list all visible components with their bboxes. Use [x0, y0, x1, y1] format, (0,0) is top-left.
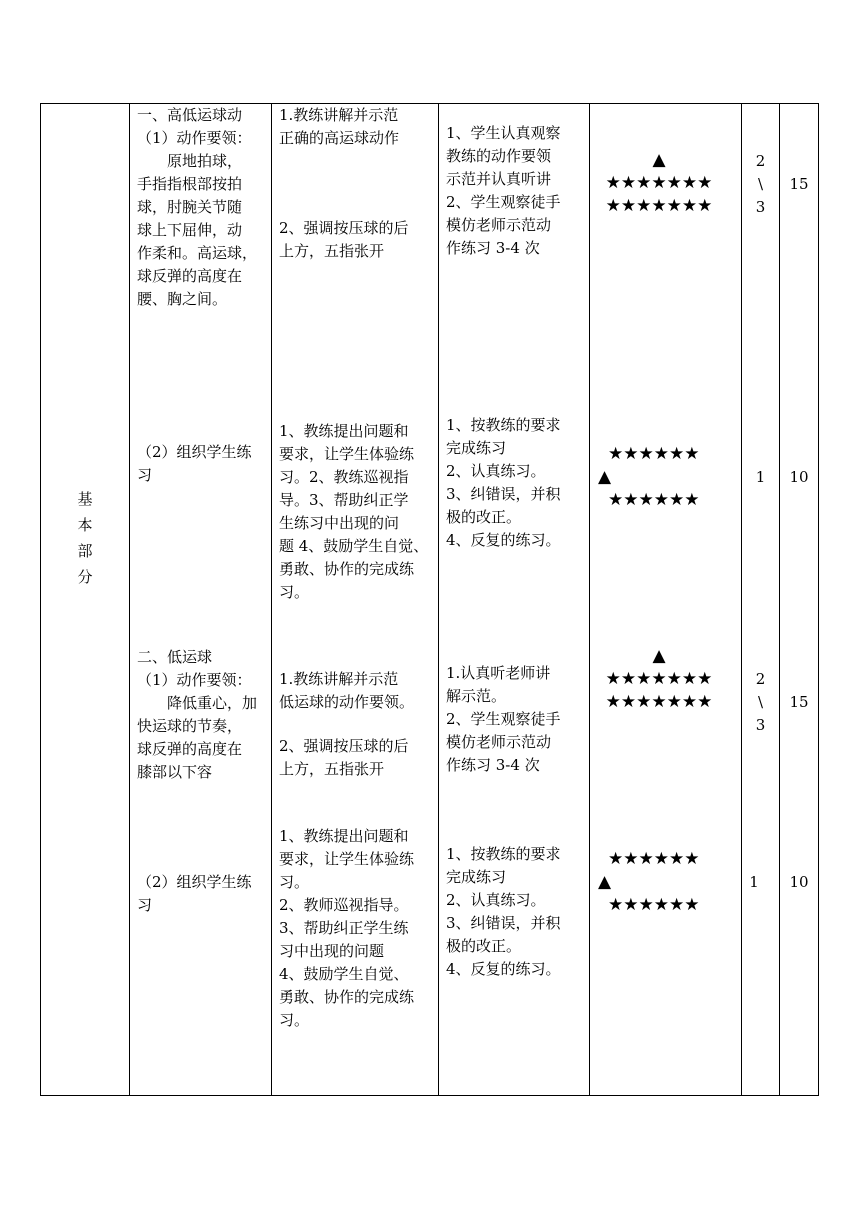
- text-line: 示范并认真听讲: [446, 170, 552, 188]
- col-border-4: [589, 103, 590, 1096]
- text-line: 极的改正。: [446, 937, 522, 955]
- row1-formation: [593, 149, 725, 218]
- text-line: 二、低运球: [137, 648, 213, 666]
- text-line: （2）组织学生练: [137, 873, 252, 891]
- text-line: 2: [755, 152, 766, 170]
- text-line: 4、鼓励学生自觉、: [279, 965, 409, 983]
- text-line: 习。: [279, 583, 310, 601]
- section-label-char: 部: [77, 542, 93, 560]
- row3-teacher-a: [279, 668, 414, 714]
- row2-formation: [598, 443, 728, 512]
- row3-formation: [593, 645, 725, 714]
- text-line: 低运球的动作要领。: [279, 693, 415, 711]
- text-line: 降低重心，加: [137, 694, 258, 712]
- col-border-7: [818, 103, 819, 1096]
- text-line: 教练的动作要领: [446, 147, 552, 165]
- section-label: [75, 486, 95, 590]
- col-border-6: [779, 103, 780, 1096]
- text-line: 3: [755, 716, 766, 734]
- text-line: 导。3、帮助纠正学: [279, 491, 409, 509]
- text-line: 1、学生认真观察: [446, 124, 561, 142]
- formation-line: ★★★★★★★: [605, 692, 713, 712]
- text-line: 勇敢、协作的完成练: [279, 560, 415, 578]
- text-line: 要求，让学生体验练: [279, 850, 415, 868]
- text-line: （2）组织学生练: [137, 443, 252, 461]
- row2-student: [446, 414, 561, 552]
- text-line: 1、教练提出问题和: [279, 827, 409, 845]
- text-line: 模仿老师示范动: [446, 216, 552, 234]
- text-line: 球反弹的高度在: [137, 740, 243, 758]
- formation-line: ▲: [652, 150, 666, 170]
- text-line: 1.教练讲解并示范: [279, 106, 399, 124]
- text-line: 习: [137, 896, 153, 914]
- text-line: 习中出现的问题: [279, 942, 385, 960]
- text-line: （1）动作要领：: [137, 129, 252, 147]
- text-line: 习。: [279, 1011, 310, 1029]
- text-line: 2、教师巡视指导。: [279, 896, 409, 914]
- text-line: 2: [755, 670, 766, 688]
- formation-line: ★★★★★★★: [605, 173, 713, 193]
- text-line: 解示范。: [446, 687, 507, 705]
- row2-times: [742, 466, 779, 489]
- col-border-1: [129, 103, 130, 1096]
- section-label-char: 基: [77, 490, 93, 508]
- text-line: 3: [755, 198, 766, 216]
- text-line: 作柔和。高运球，: [137, 244, 258, 262]
- text-line: 作练习 3-4 次: [446, 756, 540, 774]
- row4-student: [446, 843, 561, 981]
- formation-line: ★★★★★★: [608, 444, 700, 464]
- row4-minutes: 10: [789, 873, 809, 891]
- row1-content: [137, 104, 257, 311]
- text-line: 1、按教练的要求: [446, 416, 561, 434]
- formation-line: ★★★★★★★: [605, 196, 713, 216]
- section-label-char: 分: [77, 568, 93, 586]
- row1-student: [446, 122, 561, 260]
- text-line: 3、纠错误，并积: [446, 914, 561, 932]
- col-border-0: [40, 103, 41, 1096]
- text-line: 习。: [279, 873, 310, 891]
- text-line: 2、学生观察徒手: [446, 193, 561, 211]
- row2-minutes: 10: [789, 468, 809, 486]
- text-line: 4、反复的练习。: [446, 531, 561, 549]
- text-line: 手指指根部按拍: [137, 175, 243, 193]
- formation-line: ★★★★★★: [608, 490, 700, 510]
- text-line: 题 4、鼓励学生自觉、: [279, 537, 429, 555]
- row4-content: [137, 871, 252, 917]
- text-line: 一、高低运球动: [137, 106, 243, 124]
- text-line: 习: [137, 466, 153, 484]
- row4-formation: [598, 848, 728, 917]
- text-line: \: [757, 175, 764, 193]
- text-line: 2、认真练习。: [446, 462, 546, 480]
- formation-line: ▲: [652, 646, 666, 666]
- text-line: 4、反复的练习。: [446, 960, 561, 978]
- row2-teacher: [279, 420, 428, 604]
- text-line: \: [757, 693, 764, 711]
- text-line: 膝部以下容: [137, 763, 213, 781]
- text-line: 作练习 3-4 次: [446, 239, 540, 257]
- row4-times: [742, 871, 766, 894]
- text-line: 要求，让学生体验练: [279, 445, 415, 463]
- text-line: 原地拍球，: [137, 152, 243, 170]
- col-border-5: [741, 103, 742, 1096]
- row2-content: [137, 441, 252, 487]
- row3-minutes: 15: [789, 693, 809, 711]
- text-line: 2、强调按压球的后: [279, 737, 409, 755]
- formation-line: ★★★★★★★: [605, 669, 713, 689]
- text-line: 勇敢、协作的完成练: [279, 988, 415, 1006]
- text-line: 2、认真练习。: [446, 891, 546, 909]
- row3-times: [742, 668, 779, 737]
- text-line: 球上下屈伸，动: [137, 221, 243, 239]
- row1-times: [742, 150, 779, 219]
- text-line: 完成练习: [446, 439, 507, 457]
- text-line: 1、按教练的要求: [446, 845, 561, 863]
- row3-teacher-b: [279, 735, 409, 781]
- text-line: 3、帮助纠正学生练: [279, 919, 409, 937]
- row1-minutes: 15: [789, 175, 809, 193]
- formation-line: ▲: [598, 467, 612, 487]
- row3-content: [137, 646, 257, 784]
- section-label-char: 本: [77, 516, 93, 534]
- text-line: 1: [755, 468, 766, 486]
- row1-teacher-b: [279, 217, 409, 263]
- text-line: 1: [749, 873, 759, 891]
- row3-student: [446, 662, 561, 777]
- col-border-3: [438, 103, 439, 1096]
- text-line: 1、教练提出问题和: [279, 422, 409, 440]
- text-line: 3、纠错误，并积: [446, 485, 561, 503]
- text-line: 正确的高运球动作: [279, 129, 400, 147]
- text-line: 2、强调按压球的后: [279, 219, 409, 237]
- formation-line: ▲: [598, 872, 612, 892]
- text-line: 球反弹的高度在: [137, 267, 243, 285]
- col-border-2: [271, 103, 272, 1096]
- table-bottom-border: [40, 1095, 819, 1096]
- text-line: 完成练习: [446, 868, 507, 886]
- text-line: 快运球的节奏，: [137, 717, 243, 735]
- text-line: 上方，五指张开: [279, 760, 385, 778]
- text-line: （1）动作要领：: [137, 671, 252, 689]
- text-line: 腰、胸之间。: [137, 290, 228, 308]
- formation-line: ★★★★★★: [608, 895, 700, 915]
- text-line: 生练习中出现的问: [279, 514, 400, 532]
- row4-teacher: [279, 825, 414, 1032]
- text-line: 1.教练讲解并示范: [279, 670, 399, 688]
- text-line: 2、学生观察徒手: [446, 710, 561, 728]
- text-line: 极的改正。: [446, 508, 522, 526]
- formation-line: ★★★★★★: [608, 849, 700, 869]
- text-line: 1.认真听老师讲: [446, 664, 551, 682]
- text-line: 球，肘腕关节随: [137, 198, 243, 216]
- text-line: 上方，五指张开: [279, 242, 385, 260]
- text-line: 模仿老师示范动: [446, 733, 552, 751]
- text-line: 习。2、教练巡视指: [279, 468, 409, 486]
- row1-teacher-a: [279, 104, 399, 150]
